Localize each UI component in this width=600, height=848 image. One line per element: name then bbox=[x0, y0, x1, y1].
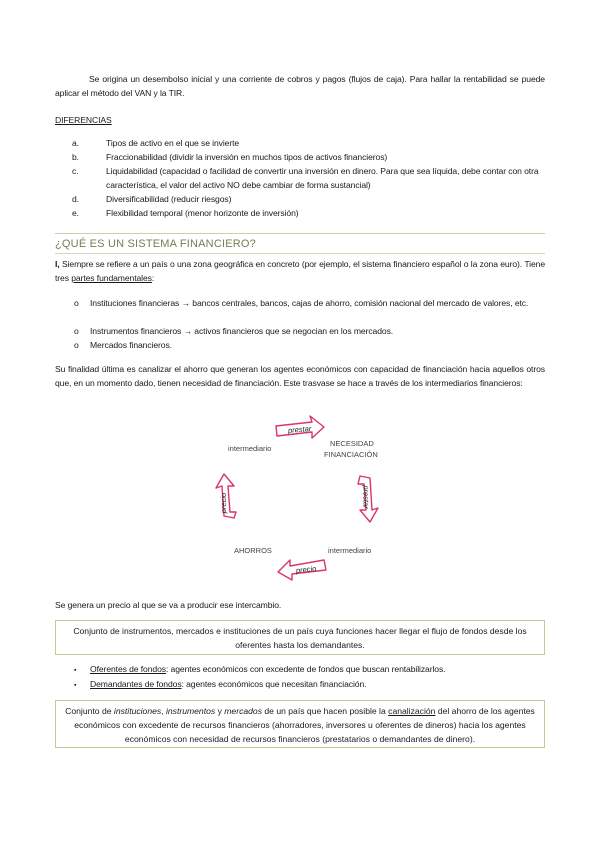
list-item-text: Flexibilidad temporal (menor horizonte de inversión) bbox=[106, 208, 299, 218]
part-item-1 bbox=[74, 296, 546, 310]
part-item-3 bbox=[74, 338, 546, 352]
definition-text: Siempre se refiere a un país o una zona geográfica en concreto (por ejemplo, el sistema financiero español o la zona euro). Tiene tres bbox=[55, 259, 545, 283]
differences-item-a bbox=[72, 136, 544, 150]
section-rule-top bbox=[55, 233, 545, 234]
box2-instituciones: instituciones bbox=[113, 706, 162, 716]
differences-item-b bbox=[72, 150, 544, 164]
definition-box-1 bbox=[55, 620, 545, 655]
box2-p1: Conjunto de bbox=[65, 706, 114, 716]
list-item-text: Mercados financieros. bbox=[90, 340, 172, 350]
box2-p5: del ahorro de los agentes económicos con excedente de recursos financieros (ahorradores, inversores u oferentes de dineros) hacia los agentes económicos con necesidad de recursos financieros (prestatarios o demandantes de dinero). bbox=[74, 706, 535, 744]
box2-mercados: mercados bbox=[224, 706, 262, 716]
definition-underlined: partes fundamentales bbox=[71, 273, 152, 283]
box2-instrumentos: instrumentos bbox=[165, 706, 216, 716]
agent-term: Demandantes de fondos bbox=[90, 679, 182, 689]
purpose-paragraph: Su finalidad última es canalizar el ahorro que generan los agentes económicos con capacidad de financiación hacia aquellos otros que, en un momento dado, tienen necesidad de financiación. Este trasvase se hace a través de los intermediarios financieros: bbox=[55, 364, 545, 388]
box2-p2: , bbox=[161, 706, 166, 716]
list-marker: a. bbox=[72, 138, 79, 148]
agent-term: Oferentes de fondos bbox=[90, 664, 166, 674]
definition-box-2 bbox=[55, 700, 545, 748]
node-necesidad-2: FINANCIACIÓN bbox=[324, 450, 378, 459]
arrow-top-label: prestar bbox=[287, 424, 312, 436]
list-marker: o bbox=[74, 298, 79, 308]
node-intermediario-bottom: intermediario bbox=[328, 546, 372, 555]
list-marker: ▪ bbox=[74, 682, 77, 689]
price-line: Se genera un precio al que se va a producir ese intercambio. bbox=[55, 600, 282, 610]
list-item-text: Fraccionabilidad (dividir la inversión en muchos tipos de activos financieros) bbox=[106, 152, 388, 162]
intro-paragraph: Se origina un desembolso inicial y una corriente de cobros y pagos (flujos de caja). Para hallar la rentabilidad se puede aplicar el método del VAN y la TIR. bbox=[55, 74, 545, 98]
list-marker: o bbox=[74, 326, 79, 336]
arrow-bottom-label: precio bbox=[295, 563, 317, 576]
node-ahorros: AHORROS bbox=[234, 546, 272, 555]
definition-lead: I, bbox=[55, 259, 60, 269]
list-marker: ▪ bbox=[74, 667, 77, 674]
differences-item-e bbox=[72, 206, 544, 220]
list-marker: d. bbox=[72, 194, 79, 204]
list-item-text: Diversificabilidad (reducir riesgos) bbox=[106, 194, 232, 204]
node-necesidad-1: NECESIDAD bbox=[330, 439, 374, 448]
agent-item-oferentes bbox=[74, 662, 546, 678]
arrow-left-label: precio bbox=[219, 492, 229, 514]
agent-text: : agentes económicos con excedente de fondos que buscan rentabilizarlos. bbox=[165, 664, 446, 674]
list-marker: b. bbox=[72, 152, 79, 162]
differences-title: DIFERENCIAS bbox=[55, 115, 112, 125]
list-marker: o bbox=[74, 340, 79, 350]
box2-p3: y bbox=[215, 706, 225, 716]
definition-end: : bbox=[151, 273, 155, 283]
definition-paragraph bbox=[55, 257, 545, 285]
node-intermediario-top: intermediario bbox=[228, 444, 272, 453]
list-marker: e. bbox=[72, 208, 79, 218]
list-item-text: Instrumentos financieros → activos financieros que se negocian en los mercados. bbox=[90, 326, 394, 336]
section-rule-bottom bbox=[55, 253, 545, 254]
section-heading: ¿QUÉ ES UN SISTEMA FINANCIERO? bbox=[55, 238, 256, 250]
differences-item-c bbox=[72, 164, 546, 192]
agent-text: : agentes económicos que necesitan financiación. bbox=[181, 679, 367, 689]
box2-p4: de un país que hacen posible la bbox=[262, 706, 389, 716]
list-item-text: Tipos de activo en el que se invierte bbox=[106, 138, 240, 148]
list-marker: c. bbox=[72, 166, 79, 176]
definition-box-1-text: Conjunto de instrumentos, mercados e instituciones de un país cuya funciones hacer llegar el flujo de fondos desde los oferentes hasta los demandantes. bbox=[73, 626, 527, 650]
list-item-text: Instituciones financieras → bancos centrales, bancos, cajas de ahorro, comisión nacional del mercado de valores, etc. bbox=[90, 298, 529, 308]
financial-flow-diagram bbox=[210, 408, 390, 588]
agent-item-demandantes bbox=[74, 677, 546, 693]
box2-canalizacion: canalización bbox=[388, 706, 436, 716]
part-item-2 bbox=[74, 324, 546, 338]
arrow-right-label: prestar bbox=[361, 485, 371, 509]
differences-item-d bbox=[72, 192, 544, 206]
list-item-text: Liquidabilidad (capacidad o facilidad de convertir una inversión en dinero. Para que sea líquida, debe contar con otra característica, el valor del activo NO debe cambiar de forma sustancial) bbox=[106, 166, 539, 190]
